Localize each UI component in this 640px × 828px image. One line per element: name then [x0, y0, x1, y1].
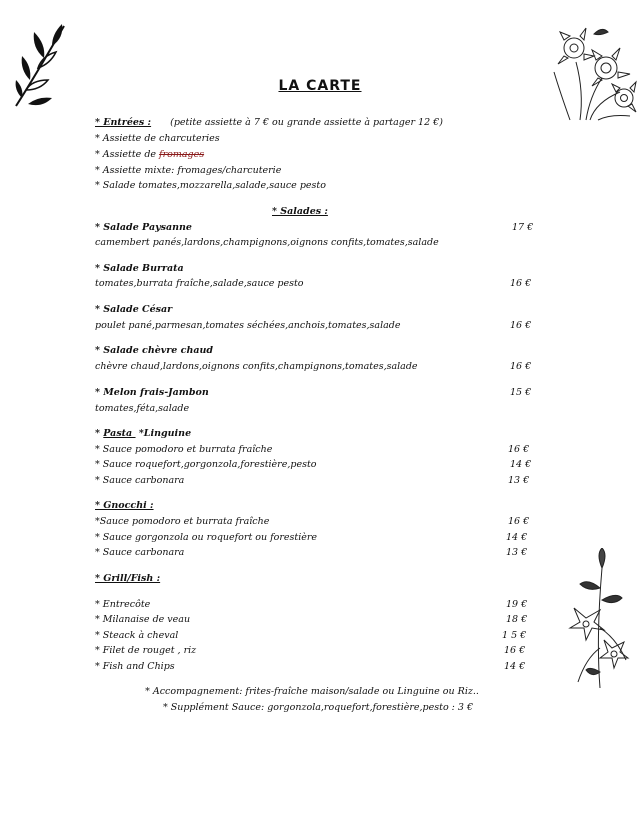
grill-item: * Fish and Chips	[95, 661, 175, 672]
pasta-price: 13 €	[508, 475, 530, 486]
salad-name: * Salade César	[95, 304, 173, 315]
salad-name: * Melon frais-Jambon	[95, 387, 209, 398]
salad-name: * Salade chèvre chaud	[95, 345, 214, 356]
entree-item: * Assiette de charcuteries	[95, 133, 220, 144]
pasta-sub: *Linguine	[135, 428, 192, 439]
pasta-price: 14 €	[510, 459, 532, 470]
grill-heading: * Grill/Fish :	[95, 573, 161, 584]
entree-item-strike: fromages	[159, 149, 205, 160]
salad-name: * Salade Paysanne	[95, 222, 192, 233]
pasta-star: *	[95, 428, 104, 439]
gnocchi-price: 13 €	[506, 547, 528, 558]
salad-desc: chèvre chaud,lardons,oignons confits,champignons,tomates,salade	[95, 361, 418, 372]
grill-price: 19 €	[506, 599, 528, 610]
grill-item: * Entrecôte	[95, 599, 151, 610]
lily-flowers-icon	[566, 548, 634, 688]
entree-item: * Salade tomates,mozzarella,salade,sauce pesto	[95, 180, 326, 191]
salad-desc: camembert panés,lardons,champignons,oignons confits,tomates,salade	[95, 237, 439, 248]
grill-price: 18 €	[506, 614, 528, 625]
grill-price: 1 5 €	[502, 630, 527, 641]
salad-price: 16 €	[510, 320, 532, 331]
footer-supplement: * Supplément Sauce: gorgonzola,roquefort,forestière,pesto : 3 €	[162, 702, 474, 713]
grill-item: * Steack à cheval	[95, 630, 179, 641]
salad-desc: poulet pané,parmesan,tomates séchées,anchois,tomates,salade	[95, 320, 401, 331]
gnocchi-item: *Sauce pomodoro et burrata fraîche	[95, 516, 270, 527]
footer-accompagnement: * Accompagnement: frites-fraîche maison/salade ou Linguine ou Riz..	[145, 686, 479, 697]
pasta-item: * Sauce carbonara	[95, 475, 185, 486]
salad-price: 16 €	[510, 361, 532, 372]
grill-price: 16 €	[504, 645, 526, 656]
gnocchi-item: * Sauce gorgonzola ou roquefort ou forestière	[95, 532, 318, 543]
salad-price: 17 €	[512, 222, 534, 233]
entree-item-prefix: * Assiette de	[95, 149, 160, 160]
entrees-heading: * Entrées :	[95, 117, 152, 128]
salades-heading: * Salades :	[272, 206, 328, 217]
entree-item-fromages	[95, 149, 204, 161]
pasta-item: * Sauce pomodoro et burrata fraîche	[95, 444, 273, 455]
pasta-heading-row	[95, 428, 191, 440]
pasta-price: 16 €	[508, 444, 530, 455]
grill-item: * Filet de rouget , riz	[95, 645, 197, 656]
entree-item: * Assiette mixte: fromages/charcuterie	[95, 165, 282, 176]
daffodil-flowers-icon	[550, 22, 638, 122]
entrees-heading-row	[95, 117, 443, 129]
gnocchi-item: * Sauce carbonara	[95, 547, 185, 558]
pasta-heading: Pasta	[103, 428, 136, 439]
gnocchi-price: 16 €	[508, 516, 530, 527]
gnocchi-price: 14 €	[506, 532, 528, 543]
page-title: LA CARTE	[278, 78, 362, 94]
salad-desc: tomates,burrata fraîche,salade,sauce pesto	[95, 278, 304, 289]
salad-name: * Salade Burrata	[95, 263, 184, 274]
pasta-item: * Sauce roquefort,gorgonzola,forestière,pesto	[95, 459, 317, 470]
salad-price: 15 €	[510, 387, 532, 398]
grill-item: * Milanaise de veau	[95, 614, 191, 625]
entrees-note: (petite assiette à 7 € ou grande assiette à partager 12 €)	[170, 117, 443, 128]
grill-price: 14 €	[504, 661, 526, 672]
gnocchi-heading: * Gnocchi :	[95, 500, 154, 511]
leaf-branch-icon	[12, 18, 72, 108]
salad-desc: tomates,féta,salade	[95, 403, 190, 414]
salad-price: 16 €	[510, 278, 532, 289]
